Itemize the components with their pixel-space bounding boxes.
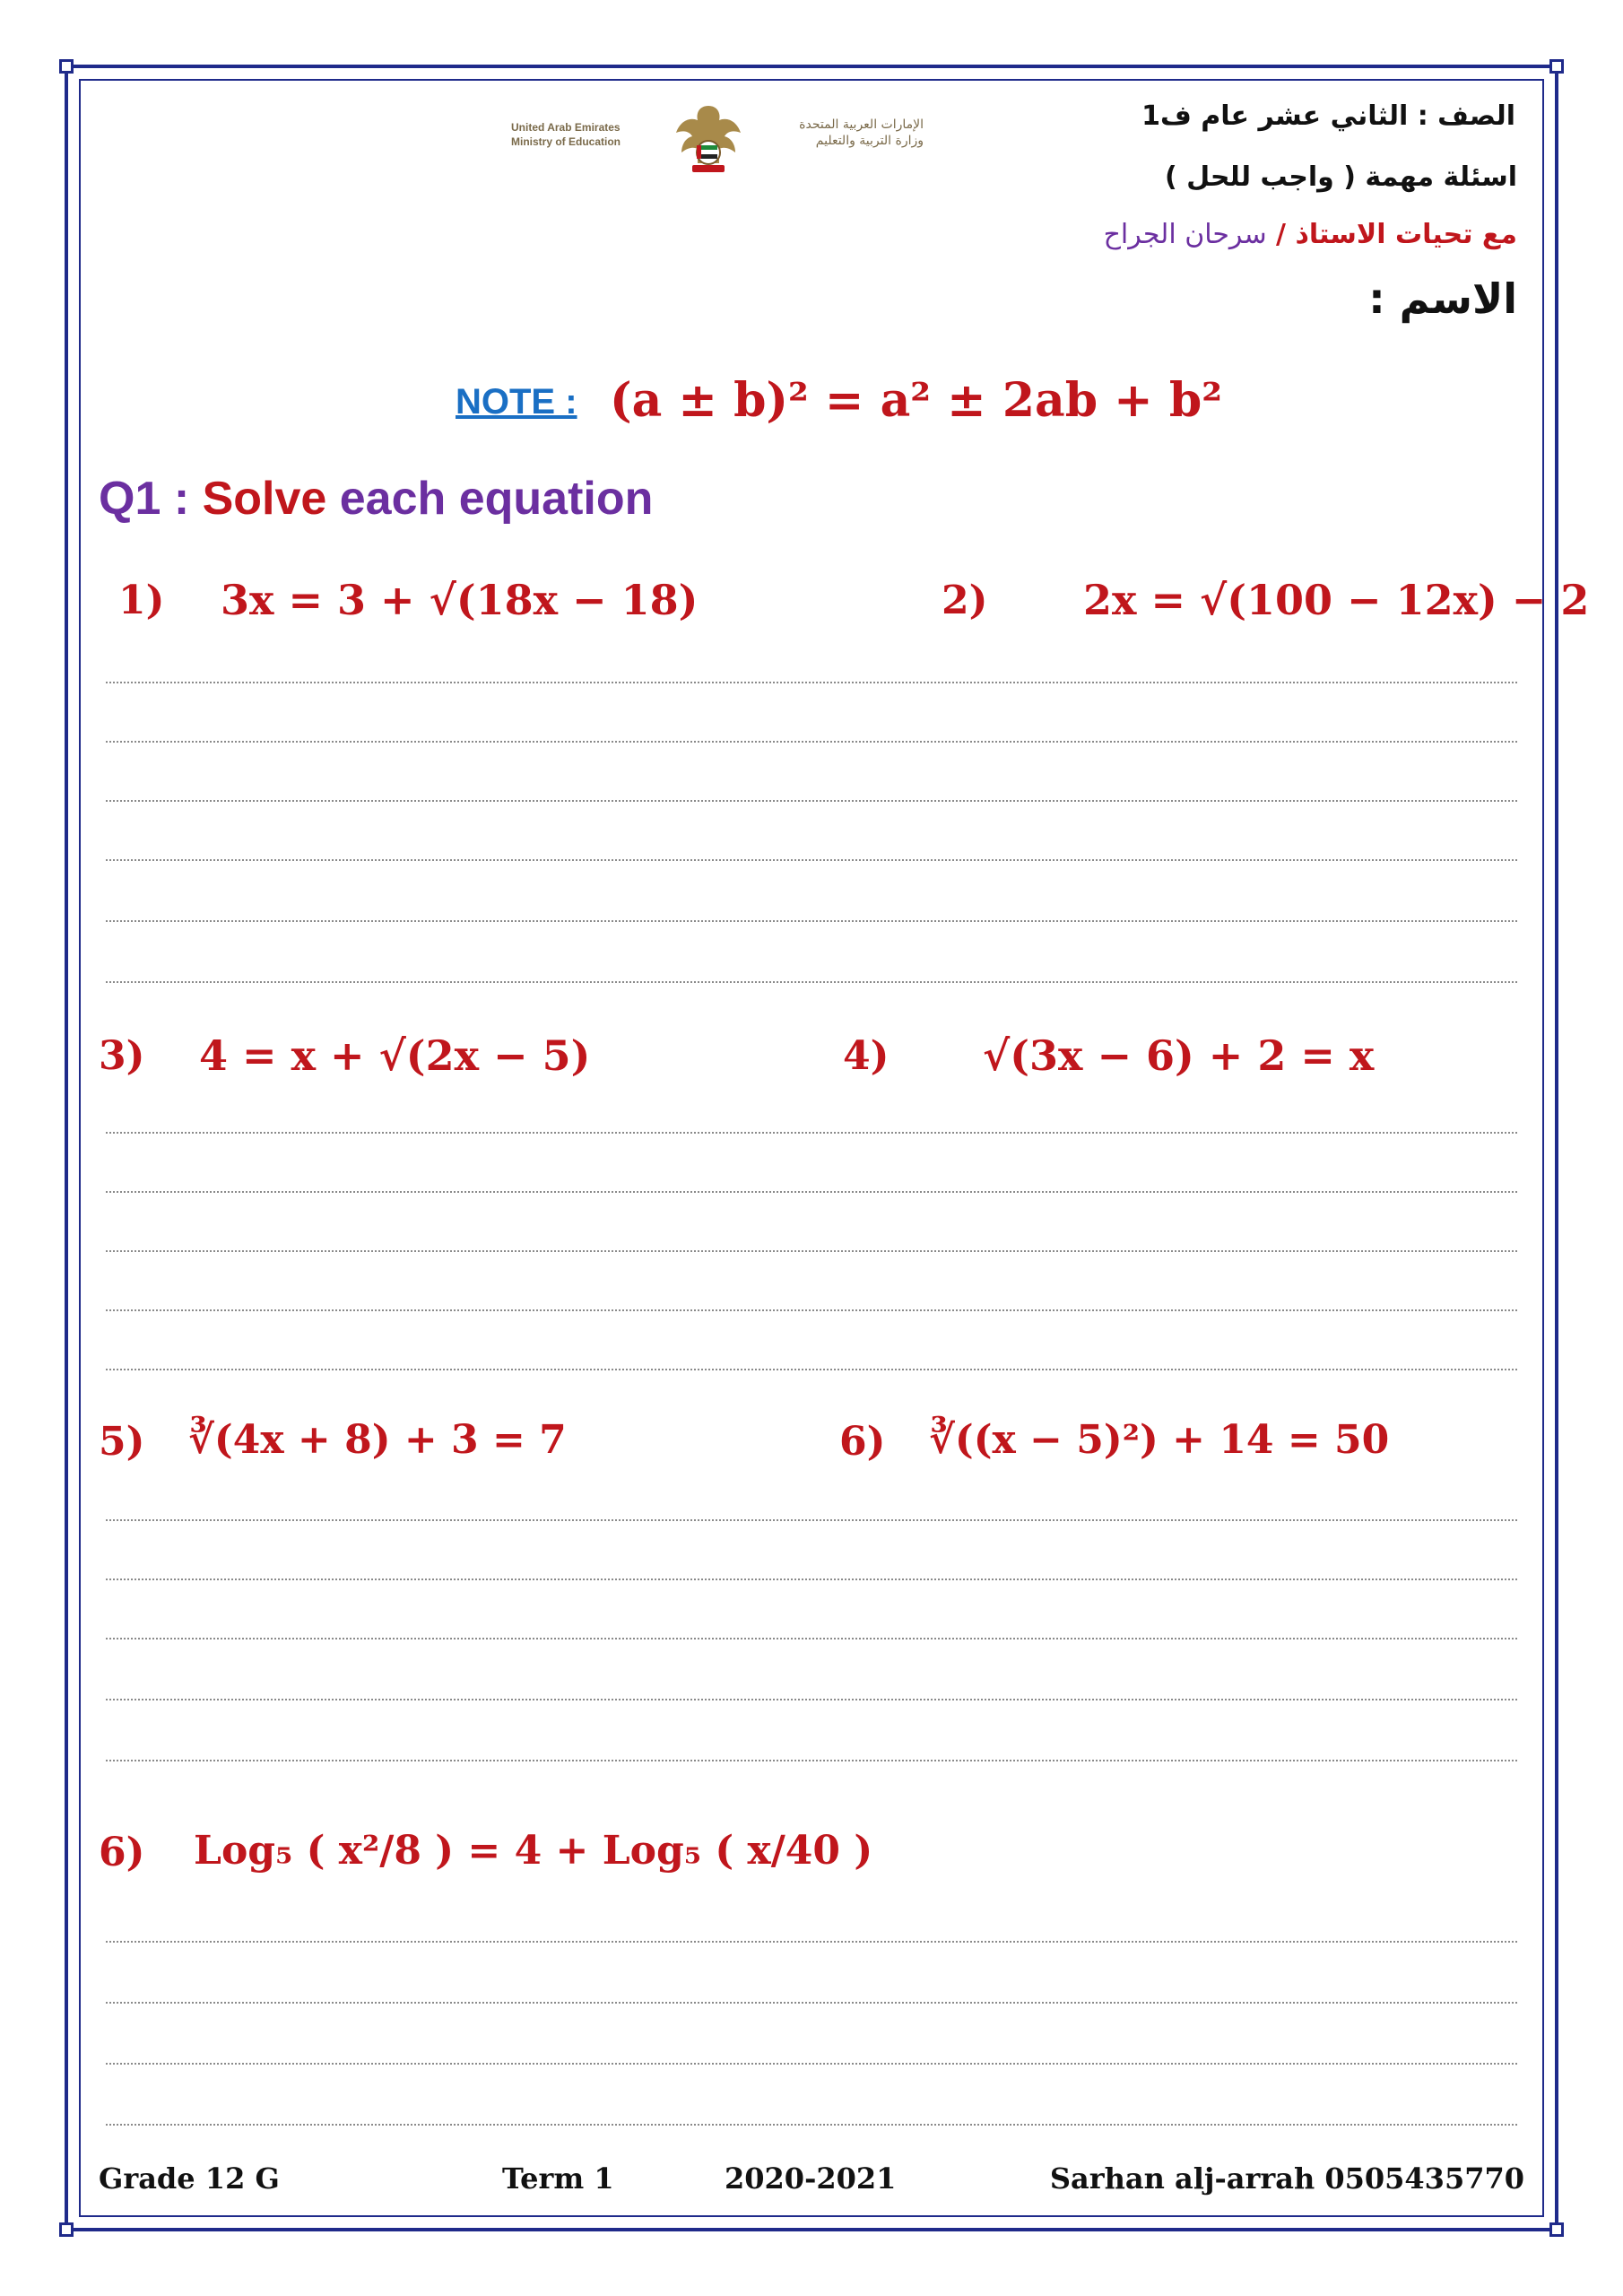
answer-line <box>106 2063 1517 2065</box>
grade-line: الصف : الثاني عشر عام ف1 <box>1141 100 1515 132</box>
problem-equation: ∛(4x + 8) + 3 = 7 <box>188 1417 567 1463</box>
answer-line <box>106 741 1517 743</box>
problem-number: 2) <box>942 578 988 623</box>
border-corner <box>1549 59 1564 74</box>
answer-line <box>106 1578 1517 1580</box>
problem-equation: 2x = √(100 − 12x) − 2 <box>1083 576 1590 624</box>
problem-number: 6) <box>99 1830 145 1875</box>
footer-year: 2020-2021 <box>725 2161 897 2196</box>
teacher-greeting: مع تحيات الاستاذ / سرحان الجراح <box>1103 219 1517 250</box>
answer-line <box>106 981 1517 983</box>
answer-line <box>106 920 1517 922</box>
problem-number: 6) <box>839 1419 886 1465</box>
logo-english-text: United Arab Emirates Ministry of Education <box>511 121 621 148</box>
problem-number: 4) <box>843 1033 890 1079</box>
problem-equation: ∛((x − 5)²) + 14 = 50 <box>929 1417 1390 1463</box>
answer-line <box>106 1638 1517 1639</box>
border-corner <box>59 59 74 74</box>
problem-equation: 3x = 3 + √(18x − 18) <box>221 576 699 624</box>
problem-number: 5) <box>99 1419 145 1465</box>
border-corner <box>1549 2222 1564 2237</box>
problem-number: 1) <box>118 578 165 623</box>
note-formula: (a ± b)² = a² ± 2ab + b² <box>610 373 1222 428</box>
answer-line <box>106 1519 1517 1521</box>
answer-line <box>106 2002 1517 2004</box>
logo-arabic-text: الإمارات العربية المتحدة وزارة التربية والتعليم <box>799 117 924 148</box>
answer-line <box>106 1250 1517 1252</box>
problem-equation: 4 = x + √(2x − 5) <box>199 1031 591 1080</box>
answer-line <box>106 1699 1517 1700</box>
student-name-label: الاسم : <box>1368 274 1517 323</box>
problem-number: 3) <box>99 1033 145 1079</box>
border-corner <box>59 2222 74 2237</box>
problem-equation: √(3x − 6) + 2 = x <box>983 1031 1375 1080</box>
footer-author: Sarhan alj-arrah 0505435770 <box>1049 2161 1524 2196</box>
footer-term: Term 1 <box>502 2161 614 2196</box>
ministry-logo <box>502 100 933 181</box>
answer-line <box>106 2124 1517 2126</box>
answer-line <box>106 1191 1517 1193</box>
answer-line <box>106 859 1517 861</box>
answer-line <box>106 1941 1517 1943</box>
problem-equation: Log₅ ( x²/8 ) = 4 + Log₅ ( x/40 ) <box>194 1828 873 1874</box>
note-label: NOTE : <box>456 382 577 422</box>
answer-line <box>106 1760 1517 1761</box>
answer-line <box>106 1369 1517 1370</box>
footer-grade: Grade 12 G <box>99 2161 280 2196</box>
falcon-emblem-icon <box>673 100 744 181</box>
answer-line <box>106 800 1517 802</box>
answer-line <box>106 1309 1517 1311</box>
question-heading: Q1 : Solve each equation <box>99 473 654 525</box>
task-line: اسئلة مهمة ( واجب للحل ) <box>1164 161 1517 193</box>
answer-line <box>106 682 1517 683</box>
answer-line <box>106 1132 1517 1134</box>
